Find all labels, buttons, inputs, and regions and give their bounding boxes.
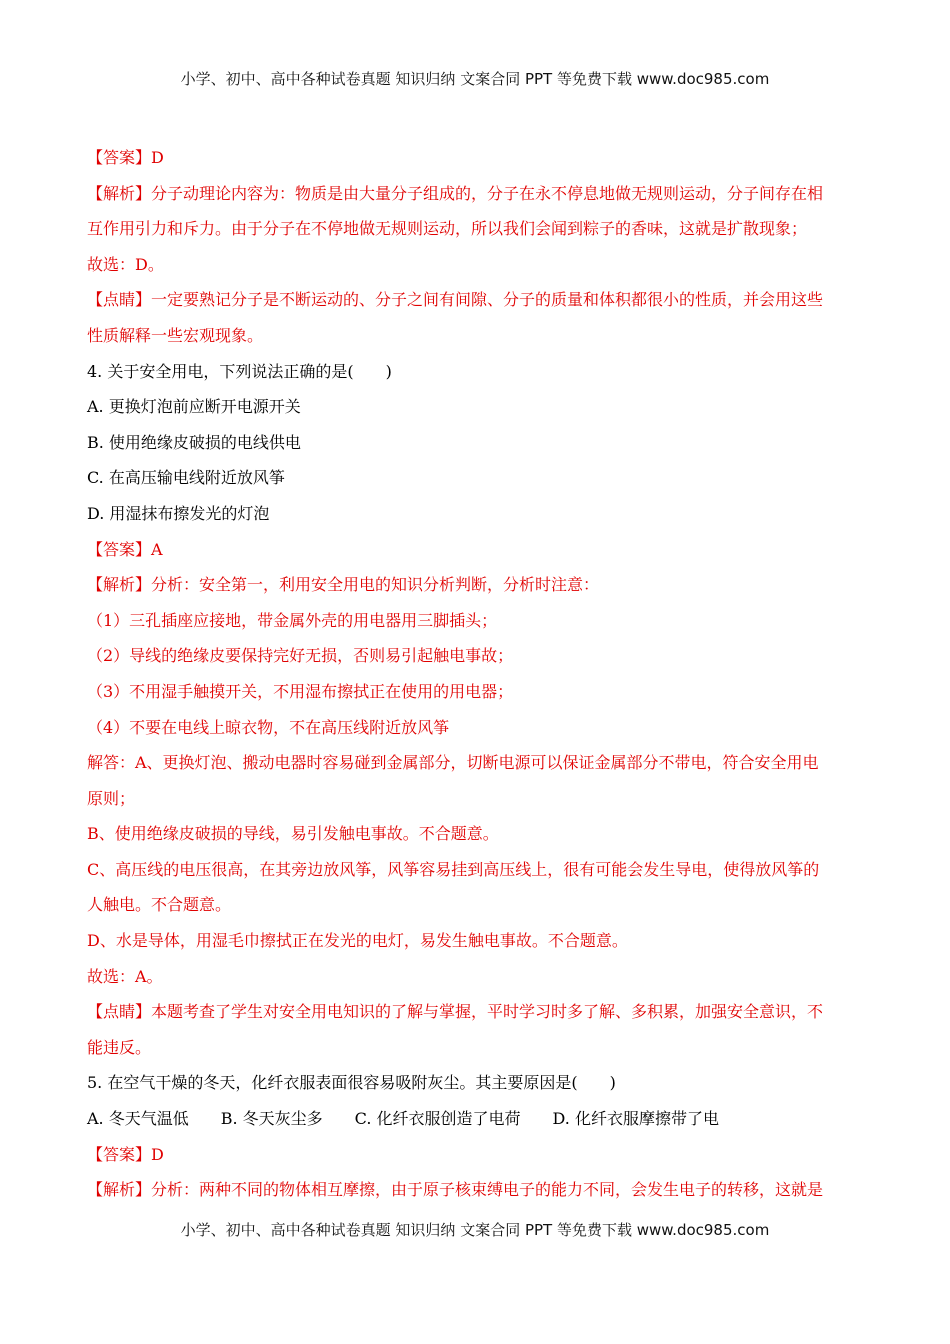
text-line: B、使用绝缘皮破损的导线，易引发触电事故。不合题意。 [87,824,499,844]
text-line: 【解析】分析：安全第一，利用安全用电的知识分析判断，分析时注意： [87,575,600,595]
option-c: C. 化纤衣服创造了电荷 [354,1109,521,1129]
text-line: 性质解释一些宏观现象。 [87,325,264,345]
document-body [87,140,859,1208]
question-5-options [87,1101,859,1137]
text-line: 【答案】D [87,1144,164,1164]
text-line: 【点睛】一定要熟记分子是不断运动的、分子之间有间隙、分子的质量和体积都很小的性质，并会用这些 [87,290,824,310]
text-line: 【答案】A [87,539,163,559]
text-line: 原则； [87,788,136,808]
text-line: 4. 关于安全用电，下列说法正确的是( ) [87,361,392,381]
text-line: D. 用湿抹布擦发光的灯泡 [87,503,270,523]
tail-lines [87,1137,859,1208]
option-b: B. 冬天灰尘多 [220,1109,323,1129]
text-line: 能违反。 [87,1037,152,1057]
text-line: （4）不要在电线上晾衣物，不在高压线附近放风筝 [87,717,450,737]
page-header: 小学、初中、高中各种试卷真题 知识归纳 文案合同 PPT 等免费下载 www.doc985.com [180,70,770,88]
text-line: 人触电。不合题意。 [87,895,232,915]
text-line: B. 使用绝缘皮破损的电线供电 [87,432,301,452]
text-line: （2）导线的绝缘皮要保持完好无损，否则易引起触电事故； [87,646,514,666]
text-line: （3）不用湿手触摸开关，不用湿布擦拭正在使用的用电器； [87,681,514,701]
text-line: 【答案】D [87,148,164,167]
option-d: D. 化纤衣服摩擦带了电 [552,1109,719,1129]
text-line: 故选：D。 [87,254,164,274]
option-a: A. 冬天气温低 [87,1109,189,1129]
text-lines [87,140,859,1101]
text-line: 【解析】分子动理论内容为：物质是由大量分子组成的，分子在永不停息地做无规则运动，分子间存在相 [87,183,824,203]
text-line: C. 在高压输电线附近放风筝 [87,468,285,488]
page-footer: 小学、初中、高中各种试卷真题 知识归纳 文案合同 PPT 等免费下载 www.doc985.com [180,1221,770,1239]
text-line: 解答：A、更换灯泡、搬动电器时容易碰到金属部分，切断电源可以保证金属部分不带电，符合安全用电 [87,753,819,773]
text-line: （1）三孔插座应接地，带金属外壳的用电器用三脚插头； [87,610,498,630]
text-line: 【点睛】本题考查了学生对安全用电知识的了解与掌握，平时学习时多了解、多积累，加强安全意识，不 [87,1002,824,1022]
text-line: 5. 在空气干燥的冬天，化纤衣服表面很容易吸附灰尘。其主要原因是( ) [87,1073,616,1093]
text-line: 故选：A。 [87,966,163,986]
text-line: D、水是导体，用湿毛巾擦拭正在发光的电灯，易发生触电事故。不合题意。 [87,931,628,951]
text-line: C、高压线的电压很高，在其旁边放风筝，风筝容易挂到高压线上，很有可能会发生导电，使得放风筝的 [87,859,820,879]
text-line: 【解析】分析：两种不同的物体相互摩擦，由于原子核束缚电子的能力不同，会发生电子的转移，这就是 [87,1180,824,1200]
text-line: A. 更换灯泡前应断开电源开关 [87,397,301,417]
text-line: 互作用引力和斥力。由于分子在不停地做无规则运动，所以我们会闻到粽子的香味，这就是扩散现象； [87,219,808,239]
